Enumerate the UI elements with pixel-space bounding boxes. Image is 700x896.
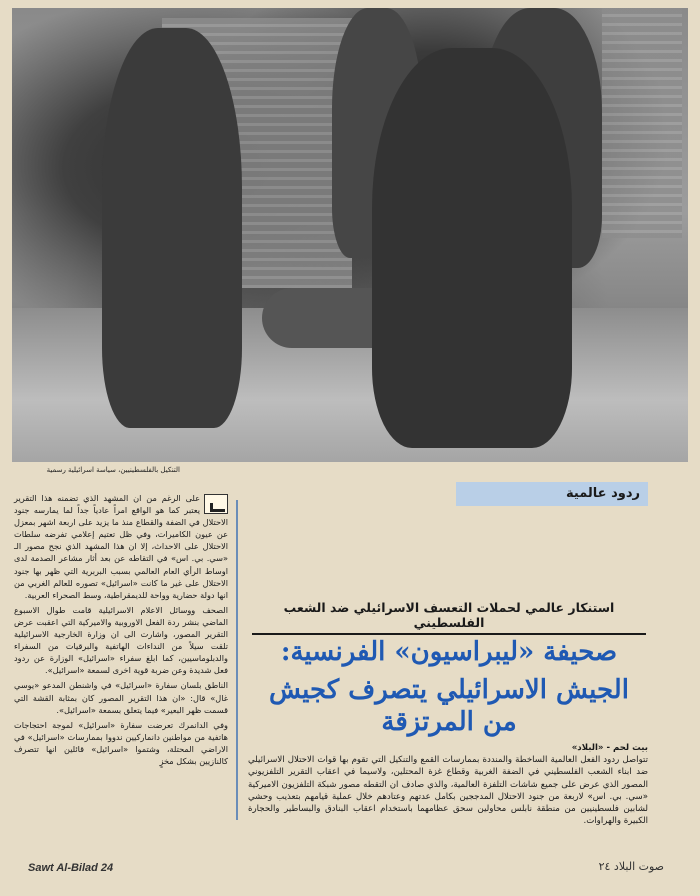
column-divider bbox=[236, 500, 238, 820]
section-label: ردود عالمية bbox=[456, 482, 648, 506]
left-column-paragraph: الناطق بلسان سفارة «اسرائيل» في واشنطن المدعو «يوسي غال» قال: «ان هذا التقرير المصور كان بمثابة القشة التي قسمت ظهر البعير» فيما يتعلق بسمعة «اسرائيل». bbox=[14, 680, 228, 715]
photo-soldier-center bbox=[372, 48, 572, 448]
footer-page-label-latin: Sawt Al-Bilad 24 bbox=[28, 862, 114, 874]
publication-logo-icon bbox=[204, 494, 228, 514]
footer-page-label-arabic: صوت البلاد ٢٤ bbox=[598, 860, 664, 873]
article-headline-line2: الجيش الاسرائيلي يتصرف كجيش من المرتزقة bbox=[269, 675, 629, 737]
article-body bbox=[248, 742, 648, 827]
article-body-text: تتواصل ردود الفعل العالمية الساخطة والمنددة بممارسات القمع والتنكيل التي تقوم بها قوات الاحتلال الاسرائيلي ضد ابناء الشعب الفلسطيني في الضفة الغربية وقطاع غزة المحتلين، ولاسيما في اعقاب التقرير التلفزيوني المصور الذي عرض على جميع شاشات التلفزة العالمية، والذي صادف ان التقطه مصور شبكة التلفزيون الاميركية «سي. بي. اس» لاربعة من جنود الاحتلال المدججين بكامل عدتهم وعتادهم خلال عملية قيامهم بتعذيب وحشي لشابين فلسطينيين من منطقة نابلس محاولين سحق عظامهما باستخدام اعقاب البنادق والبساطير والحجارة الكبيرة والهراوات. bbox=[248, 755, 648, 827]
article-headline-line1: صحيفة «ليبراسيون» الفرنسية: bbox=[280, 637, 618, 667]
article-dateline: بيت لحم - «البلاد» bbox=[571, 743, 648, 753]
news-photo bbox=[12, 8, 688, 462]
left-column-paragraph: الصحف ووسائل الاعلام الاسرائيلية قامت طوال الاسبوع الماضي بنشر ردة الفعل الاوروبية والاميركية التي اعقبت عرض التقرير المصور، واشارت الى ان وزارة الخارجية الاسرائيلية تلقت سيلاً من النداءات الهاتفية والبرقيات من السفراء والدبلوماسيين، كما ابلغ سفراء «اسرائيل» الوزارة عن ردود فعل شديدة وعن ضربة قوية اخرى لسمعة «اسرائيل». bbox=[14, 604, 228, 676]
left-column-paragraph: على الرغم من ان المشهد الذي تضمنه هذا التقرير يعتبر كما هو الواقع امراً عادياً جداً لما يمارسه جنود الاحتلال في الضفة والقطاع منذ ما يزيد على اربعة اشهر بمعزل عن عيون الكاميرات، وفي ظل تعتيم إعلامي تفرضه سلطات الاحتلال على الاحداث، إلا ان هذا المشهد الذي نجح مصور الـ «سي. بي. اس» في التقاطه عن بعد أثار مشاعر الصدمة لدى اوساط الرأي العام العالمي بسبب البربرية التي ظهر بها جنود الاحتلال على غير ما كانت «اسرائيل» تصوره للعالم الغربي من انها دولة حضارية وواحة للديمقراطية، وسط الصحراء العربية. bbox=[14, 493, 228, 600]
photo-shutter-right bbox=[602, 8, 682, 238]
photo-caption: التنكيل بالفلسطينيين، سياسة اسرائيلية رسمية bbox=[46, 466, 180, 474]
photo-soldier-left bbox=[102, 28, 242, 428]
article-kicker: استنكار عالمي لحملات التعسف الاسرائيلي ضد الشعب الفلسطيني bbox=[252, 600, 646, 635]
left-column-paragraph: وفي الدانمرك تعرضت سفارة «اسرائيل» لموجة احتجاجات هاتفية من مواطنين دانماركيين ندووا بممارسات «اسرائيل» في الاراضي المحتلة، وشتموا «اسرائيل» قائلين انها تتصرف كالنازيين بشكل مخزٍ bbox=[14, 719, 228, 766]
left-column bbox=[14, 492, 228, 770]
